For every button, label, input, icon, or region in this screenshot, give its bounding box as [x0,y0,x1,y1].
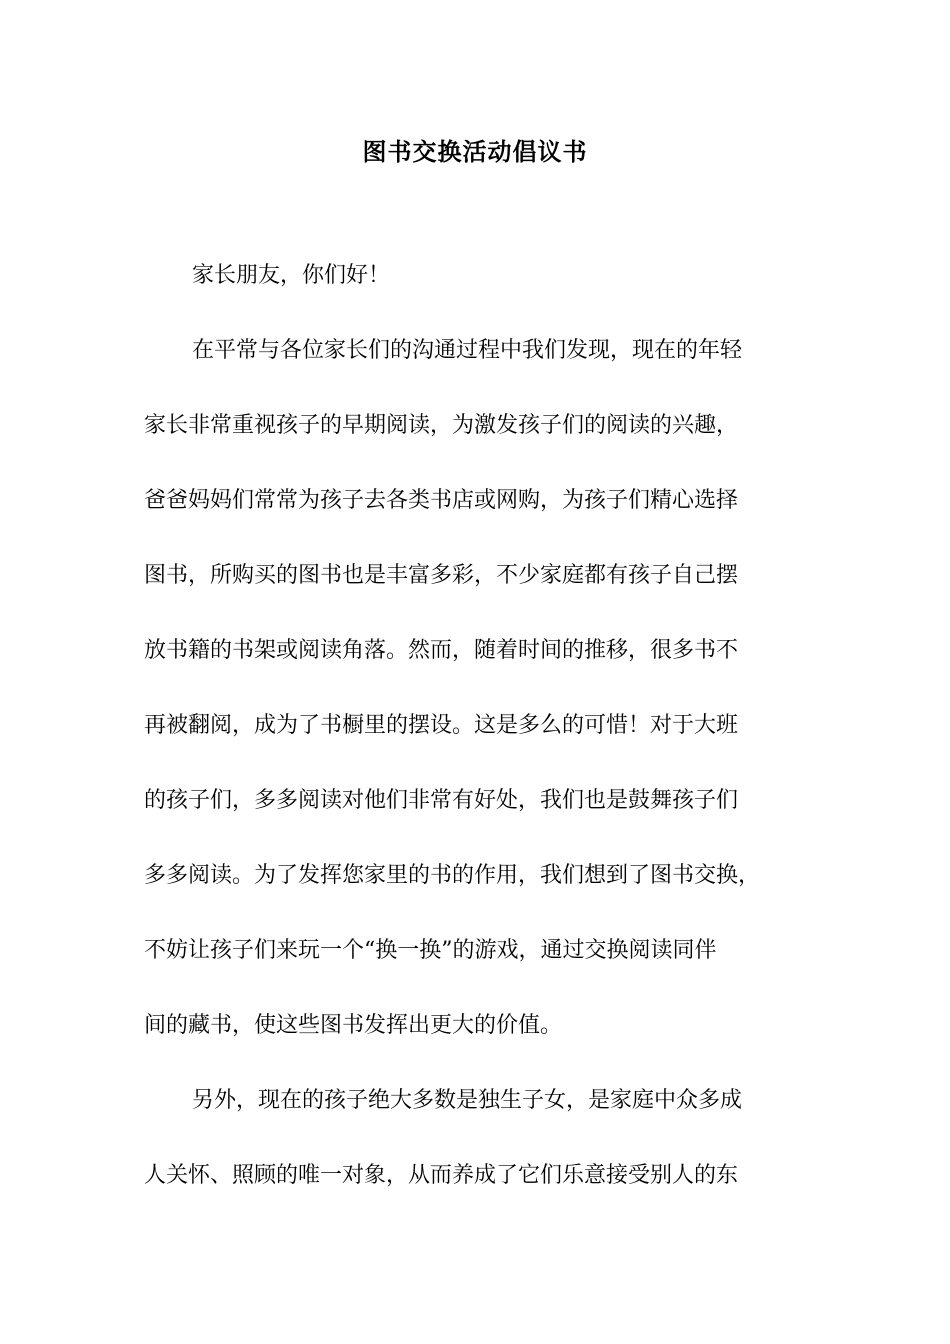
paragraph-1-line-6: 再被翻阅，成为了书橱里的摆设。这是多么的可惜！对于大班 [144,713,739,738]
paragraph-1-line-3: 爸爸妈妈们常常为孩子去各类书店或网购，为孩子们精心选择 [144,488,739,513]
paragraph-1 [144,335,834,1085]
greeting-line: 家长朋友，你们好！ [192,263,391,288]
paragraph-1-line-10: 间的藏书，使这些图书发挥出更大的价值。 [144,1013,563,1038]
document-title: 图书交换活动倡议书 [362,137,588,166]
paragraph-1-line-7: 的孩子们，多多阅读对他们非常有好处，我们也是鼓舞孩子们 [144,788,739,813]
paragraph-1-line-1: 在平常与各位家长们的沟通过程中我们发现，现在的年轻 [192,338,743,363]
paragraph-1-line-5: 放书籍的书架或阅读角落。然而，随着时间的推移，很多书不 [144,638,739,663]
greeting-paragraph [144,260,834,335]
paragraph-2-line-1: 另外，现在的孩子绝大多数是独生子女，是家庭中众多成 [192,1088,743,1113]
document-body [144,260,834,1235]
paragraph-1-line-9: 不妨让孩子们来玩一个“换一换”的游戏，通过交换阅读同伴 [144,938,717,963]
paragraph-2-line-2: 人关怀、照顾的唯一对象，从而养成了它们乐意接受别人的东 [144,1163,739,1188]
paragraph-1-line-2: 家长非常重视孩子的早期阅读，为激发孩子们的阅读的兴趣， [144,413,739,438]
paragraph-1-line-4: 图书，所购买的图书也是丰富多彩，不少家庭都有孩子自己摆 [144,563,739,588]
paragraph-1-line-8: 多多阅读。为了发挥您家里的书的作用，我们想到了图书交换， [144,863,761,888]
paragraph-2 [144,1085,834,1235]
